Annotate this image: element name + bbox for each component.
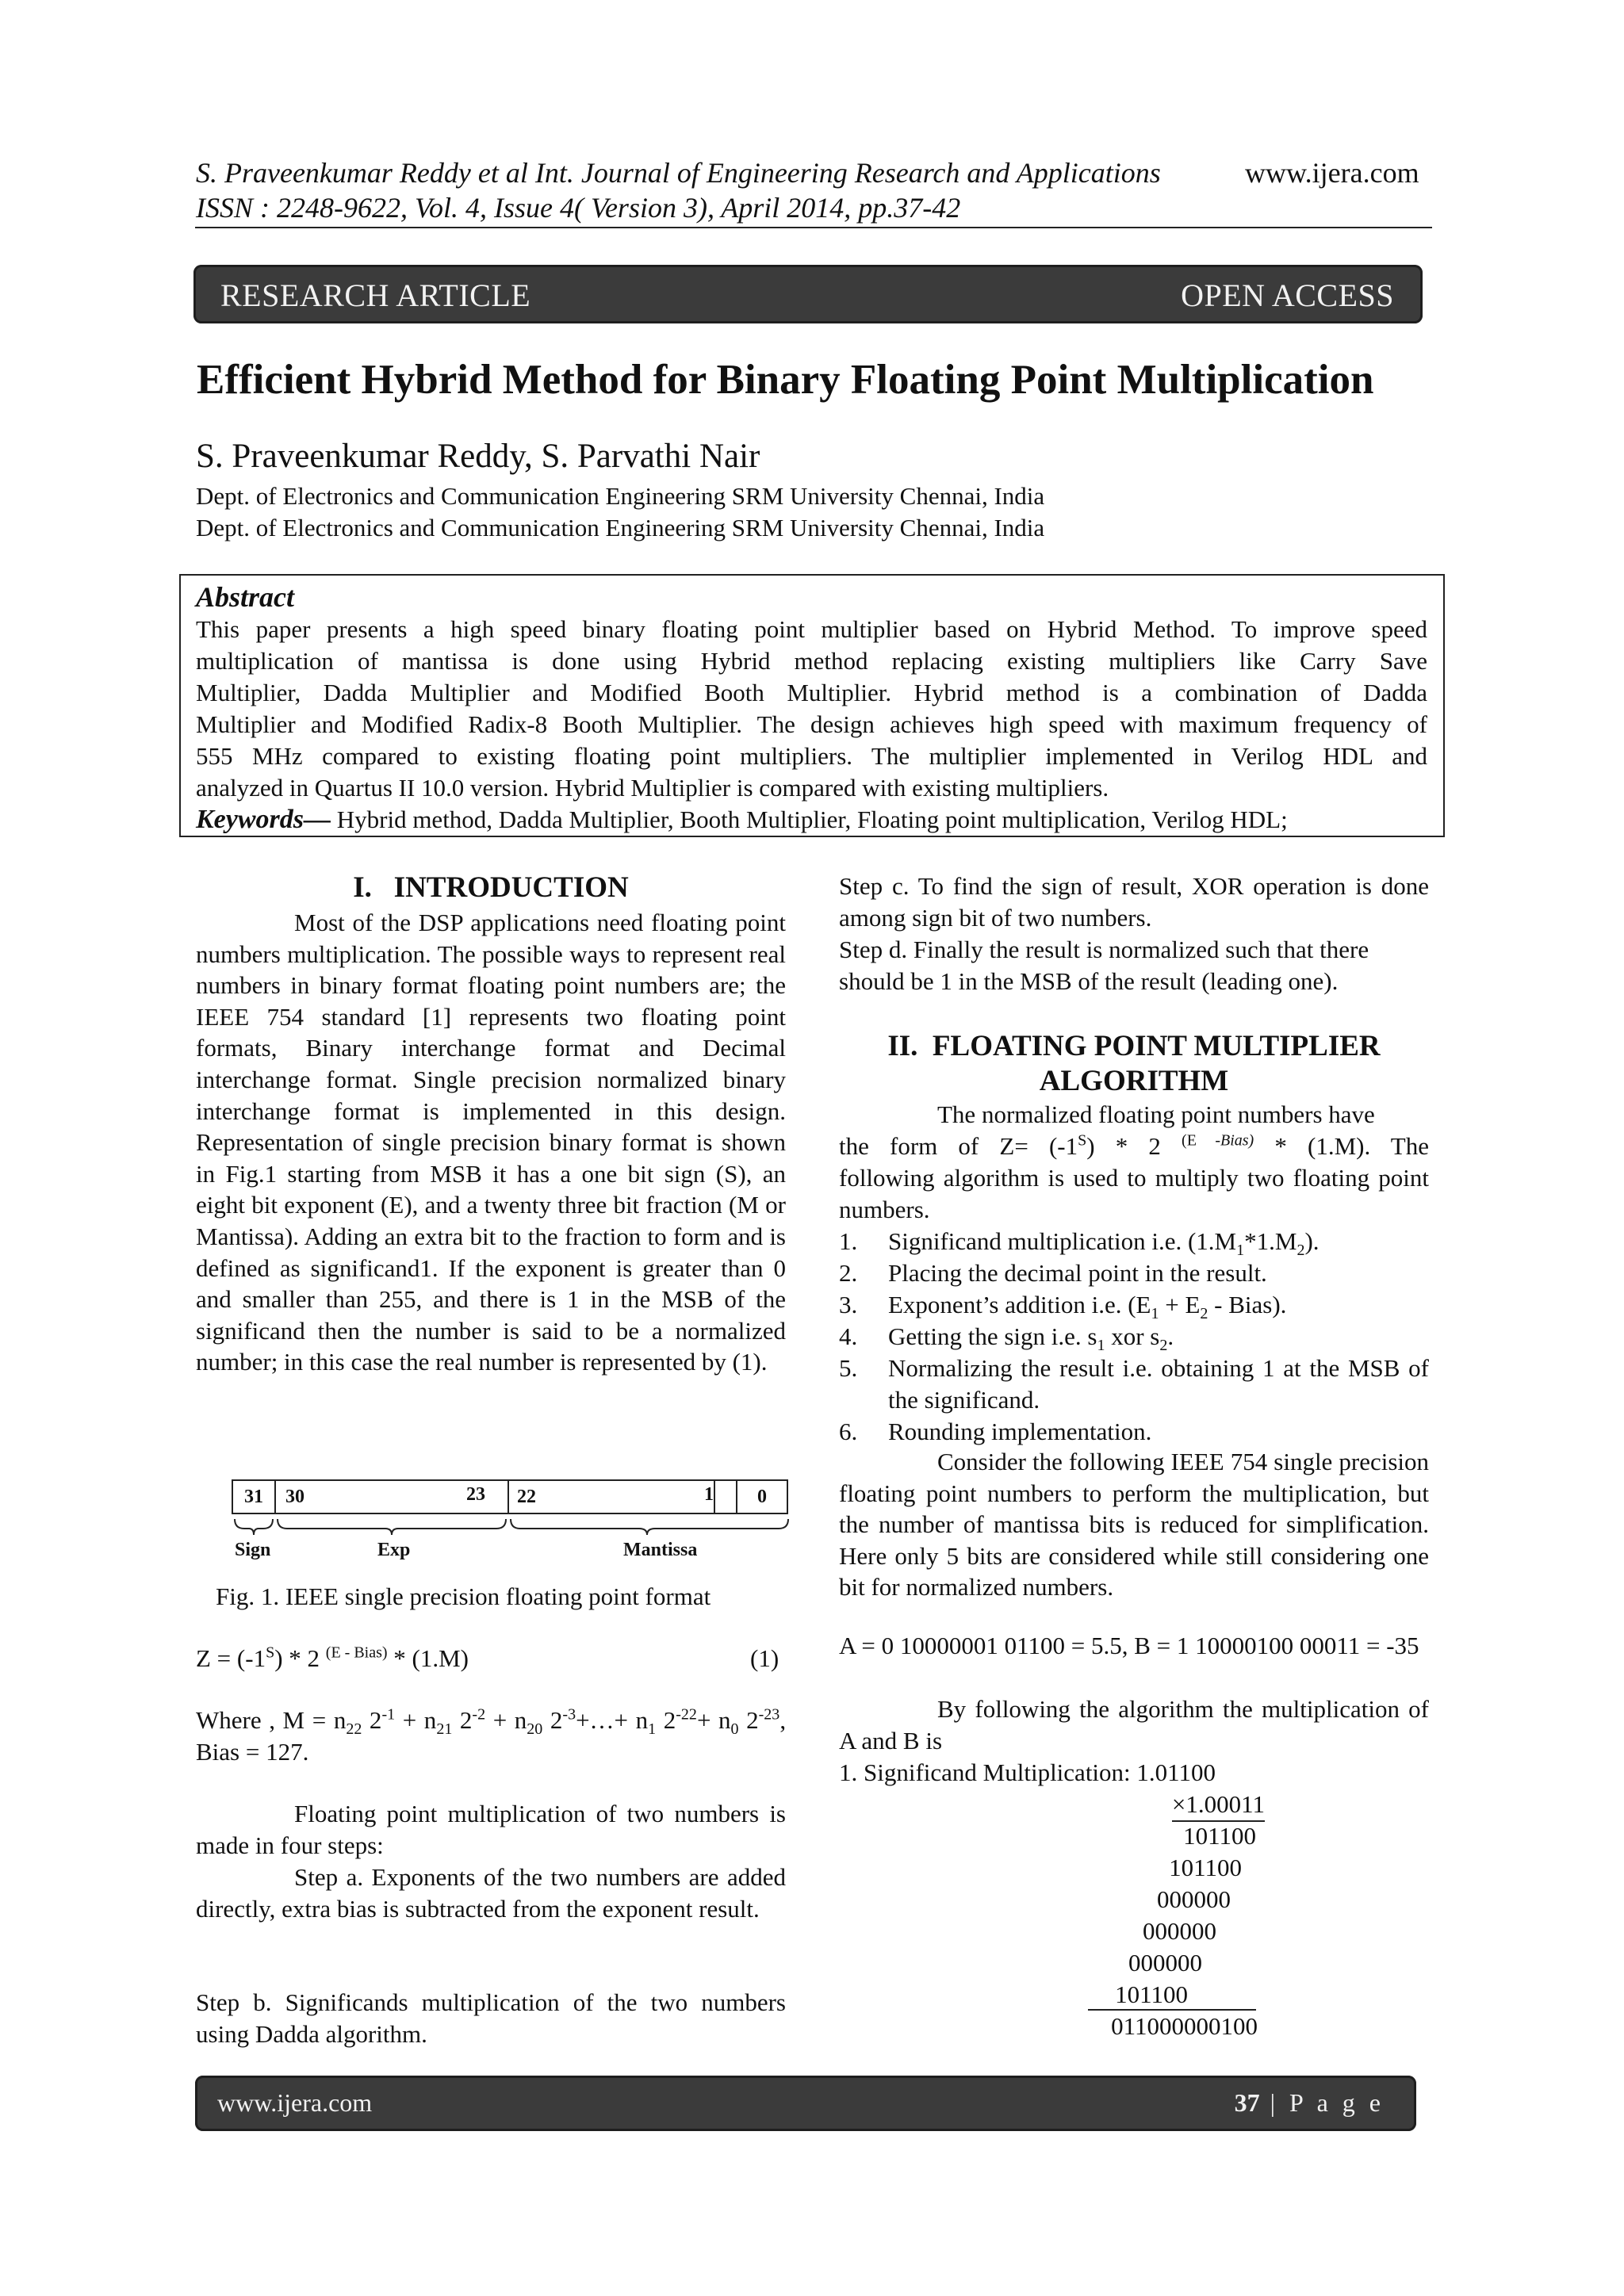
partial-product: 000000 [1128,1949,1202,1976]
sign-label: Sign [235,1540,271,1560]
bit-label-23: 23 [466,1484,485,1505]
footer-bar [195,2076,1416,2131]
step-b: Step b. Significands multiplication of the two numbers using Dadda algorithm. [196,1988,786,2048]
partial-product: 101100 [1183,1822,1256,1850]
open-access-label: OPEN ACCESS [1181,277,1394,313]
author-list: S. Praveenkumar Reddy, S. Parvathi Nair [196,438,760,475]
abstract-line: multiplication of mantissa is done using Hybrid method replacing existing multipliers like Carry Save [196,647,1427,675]
algo-step-3-number: 3. [839,1291,858,1318]
bit-cell-0: 0 [736,1479,788,1514]
partial-product: 101100 [1169,1854,1242,1881]
partial-product: 000000 [1143,1917,1216,1945]
abstract-body [196,614,1427,836]
equation-number: (1) [750,1644,779,1672]
equation-1: $Z = (-1^S) * 2$ $^{(E - Bias)}$ * (1.M) [196,1644,469,1672]
research-article-label: RESEARCH ARTICLE [220,277,531,313]
mantissa-definition: Where , $M = n_{22}$ $2^{-1} + n_{21}$ $2^{-2} + n_{20}$ $2^{-3}+\dots+ n_1$ $2^{-22}+ n_0$ $2^{-23}$, Bias = 127. [196,1705,787,1766]
algo-step-2-number: 2. [839,1259,858,1287]
article-type-banner [193,265,1423,323]
by-following: By following the algorithm the multiplication of A and B is [839,1695,1429,1755]
step-c: Step c. To find the sign of result, XOR operation is done among sign bit of two numbers. [839,872,1429,932]
intro-paragraph: Most of the DSP applications need floating point numbers multiplication. The possible ways to represent real numbers in binary format floating point numbers are; the IEEE 754 standard [1] represents two floating point formats, Binary interchange format and Decimal interchange format. Single precision normalized binary interchange format is implemented in this design. Representation of single precision binary format is shown in Fig.1 starting from MSB it has a one bit sign (S), an eight bit exponent (E), and a twenty three bit fraction (M or Mantissa). Adding an extra bit to the fraction to form and is defined as significand1. If the exponent is greater than 0 and smaller than 255, and there is 1 in the MSB of the significand then the number is said to be a normalized number; in this case the real number is represented by (1). [196,909,786,1376]
journal-url[interactable]: www.ijera.com [1245,157,1419,189]
partial-product: 101100 [1115,1980,1188,2008]
issn-line: ISSN : 2248-9622, Vol. 4, Issue 4( Version 3), April 2014, pp.37-42 [196,192,961,224]
abstract-line: Multiplier and Modified Radix-8 Booth Multiplier. The design achieves high speed with maximum frequency of [196,710,1427,738]
significand-multiplication-label: 1. Significand Multiplication: 1.01100 [839,1758,1216,1786]
abstract-line: This paper presents a high speed binary floating point multiplier based on Hybrid Method. To improve speed [196,615,1427,643]
algo-step-2-text: Placing the decimal point in the result. [888,1259,1267,1287]
consider-paragraph: Consider the following IEEE 754 single precision floating point numbers to perform the multiplication, but the number of mantissa bits is reduced for simplification. Here only 5 bits are considered while still considering one bit for normalized numbers. [839,1448,1429,1601]
page-indicator [1235,2088,1385,2118]
abstract-heading: Abstract [196,581,295,613]
algo-step-5-text: Normalizing the result i.e. obtaining 1 at the MSB of the significand. [888,1354,1429,1414]
product-result: 011000000100 [1111,2012,1258,2040]
paper-title: Efficient Hybrid Method for Binary Floating Point Multiplication [197,357,1374,403]
affiliation-2: Dept. of Electronics and Communication Engineering SRM University Chennai, India [196,514,1045,541]
keywords-line [196,804,1427,836]
section-heading-algorithm: II. FLOATING POINT MULTIPLIER [887,1030,1381,1062]
algo-step-5-number: 5. [839,1354,858,1382]
step-d: Step d. Finally the result is normalized such that there should be 1 in the MSB of the result (leading one). [839,936,1369,995]
mantissa-label: Mantissa [623,1540,698,1560]
figure-caption: Fig. 1. IEEE single precision floating point format [216,1582,711,1610]
abstract-line: 555 MHz compared to existing floating point multipliers. The multiplier implemented in Verilog HDL and [196,742,1427,770]
keywords-label: Keywords— [196,805,331,834]
section-heading-algorithm-cont: ALGORITHM [1039,1065,1229,1097]
page-label: | P a g e [1259,2088,1385,2117]
bit-cell-22 [508,1479,737,1514]
partial-product: 000000 [1157,1885,1231,1913]
bit-label-1: 1 [704,1484,714,1505]
field-braces [232,1514,793,1546]
algo-step-1-number: 1. [839,1227,858,1255]
algo-step-4-number: 4. [839,1322,858,1350]
multiplier-row: ×1.00011 [1172,1789,1265,1822]
affiliation-1: Dept. of Electronics and Communication Engineering SRM University Chennai, India [196,482,1045,510]
abstract-line: Multiplier, Dadda Multiplier and Modified Booth Multiplier. Hybrid method is a combination of Dadda [196,679,1427,706]
ab-values: A = 0 10000001 01100 = 5.5, B = 1 10000100 00011 = -35 [839,1632,1419,1659]
algo-lead: The normalized floating point numbers have [937,1100,1375,1128]
algo-tail: following algorithm is used to multiply two floating point numbers. [839,1164,1429,1223]
footer-url[interactable]: www.ijera.com [217,2088,373,2117]
algo-step-6-text: Rounding implementation. [888,1418,1152,1445]
bit-cell-31: 31 [232,1479,276,1514]
bit-label-22: 22 [517,1487,536,1507]
header-rule [195,227,1432,228]
steps-intro: Floating point multiplication of two numbers is made in four steps: [196,1800,786,1859]
journal-header: S. Praveenkumar Reddy et al Int. Journal of Engineering Research and Applications [196,157,1161,189]
algo-step-6-number: 6. [839,1418,858,1445]
page-number: 37 [1234,2088,1260,2117]
exp-label: Exp [377,1540,411,1560]
keywords-text: Hybrid method, Dadda Multiplier, Booth Multiplier, Floating point multiplication, Verilog HDL; [331,806,1288,833]
section-heading-introduction: I. INTRODUCTION [353,871,629,904]
abstract-line: analyzed in Quartus II 10.0 version. Hybrid Multiplier is compared with existing multipliers. [196,774,1109,802]
algo-form: the form of $Z= (-1^S) * 2$ $^{(E -Bias)}$ * (1.M). The [839,1131,1429,1160]
bit-label-30: 30 [285,1487,304,1507]
step-a: Step a. Exponents of the two numbers are added directly, extra bias is subtracted from the exponent result. [196,1863,786,1923]
bit-divider [714,1479,715,1514]
